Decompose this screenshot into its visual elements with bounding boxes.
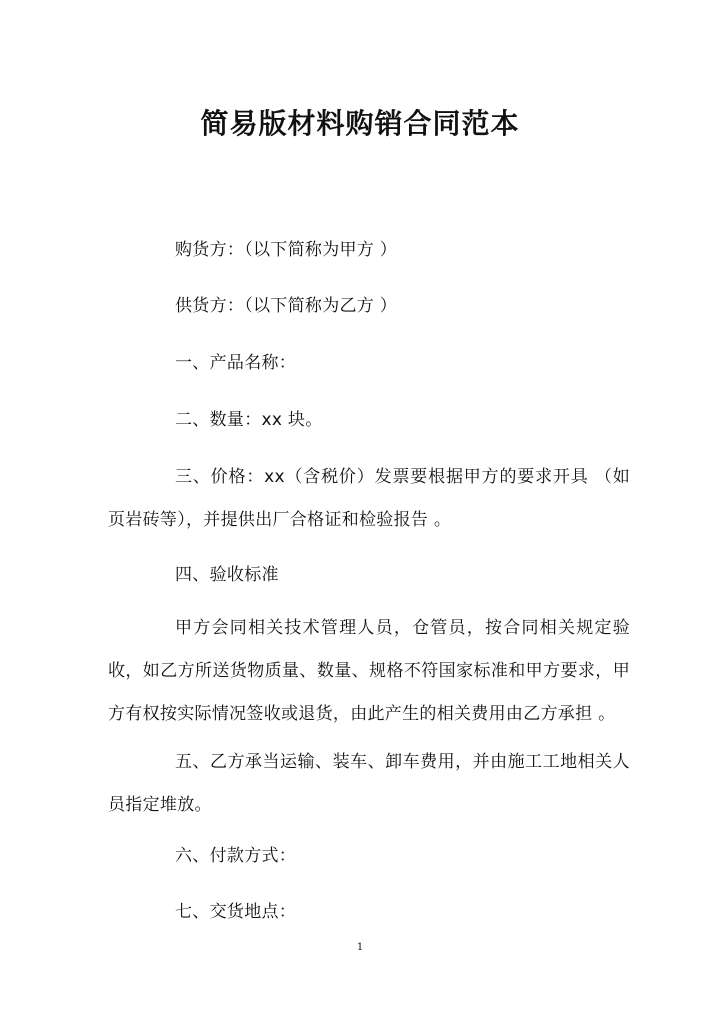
paragraph-payment: 六、付款方式：: [175, 846, 297, 866]
document-title: 简易版材料购销合同范本: [200, 107, 520, 140]
paragraph-delivery-location: 七、交货地点：: [175, 902, 297, 922]
paragraph-product-name: 一、产品名称：: [175, 353, 297, 373]
paragraph-acceptance-heading: 四、验收标准: [175, 565, 279, 585]
paragraph-seller: 供货方：（以下简称为乙方 ）: [175, 296, 398, 316]
paragraph-transport: 五、乙方承当运输、装车、卸车费用，并由施工工地相关人员指定堆放。: [108, 752, 630, 815]
paragraph-buyer: 购货方：（以下简称为甲方 ）: [175, 240, 398, 260]
paragraph-quantity: 二、数量：xx 块。: [175, 410, 323, 430]
paragraph-price: 三、价格：xx（含税价）发票要根据甲方的要求开具 （如页岩砖等），并提供出厂合格证和检验报告 。: [108, 467, 630, 530]
paragraph-acceptance-body: 甲方会同相关技术管理人员，仓管员，按合同相关规定验收，如乙方所送货物质量、数量、规格不符国家标准和甲方要求，甲方有权按实际情况签收或退货，由此产生的相关费用由乙方承担 。: [108, 618, 630, 724]
page-number: 1: [356, 942, 364, 953]
